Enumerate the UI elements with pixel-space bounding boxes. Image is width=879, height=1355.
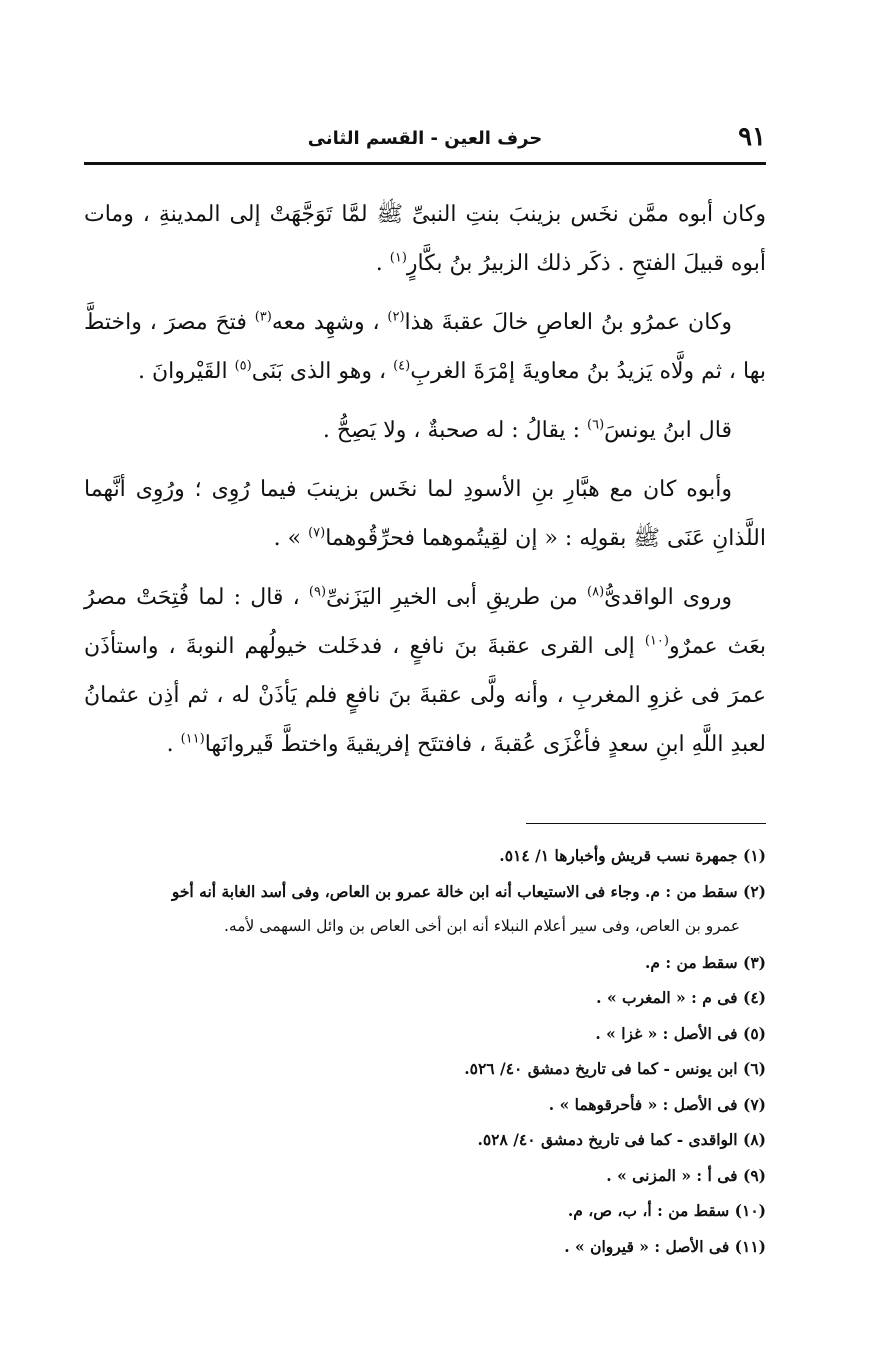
footnote-number: (٤) xyxy=(742,988,766,1007)
footnote-text: فى أ : « المزنى » . xyxy=(606,1165,738,1185)
footnote-number: (١) xyxy=(742,846,766,865)
footnote-ref[interactable]: (٦) xyxy=(587,417,605,433)
footnote-item xyxy=(84,1158,766,1194)
footnote-item xyxy=(84,874,766,910)
paragraph-text: ، قال : لما فُتِحَتْ مصرُ بعَث عمرٌو xyxy=(84,585,766,659)
footnote-number: (٢) xyxy=(742,881,766,901)
paragraph-text: وكان أبوه ممَّن نخَس بزينبَ بنتِ النبىِّ ﷺ لمَّا تَوَجَّهَتْ إلى المدينةِ ، ومات أبوه قبيلَ الفتحِ . ذكَر ذلك الزبيرُ بنُ بكَّارٍ xyxy=(84,202,766,276)
footnote-ref[interactable]: (١١) xyxy=(180,731,205,747)
paragraph xyxy=(84,573,766,769)
footnote-number: (٧) xyxy=(742,1094,766,1114)
paragraph-text: القَيْروانَ . xyxy=(138,359,235,384)
footnote-ref[interactable]: (٢) xyxy=(387,309,405,325)
footnote-rule xyxy=(526,823,766,824)
paragraph-text: : يقالُ : له صحبةٌ ، ولا يَصِحُّ . xyxy=(322,418,588,443)
page-number: ٩١ xyxy=(738,122,766,152)
paragraph-text: وكان عمرُو بنُ العاصِ خالَ عقبةَ هذا xyxy=(404,310,732,335)
footnote-text: فى م : « المغرب » . xyxy=(596,988,738,1007)
footnote-number: (١٠) xyxy=(734,1201,766,1220)
footnote-ref[interactable]: (٨) xyxy=(587,584,605,600)
paragraph-text: قال ابنُ يونسَ xyxy=(604,418,732,443)
footnote-text: فى الأصل : « فأحرقوهما » . xyxy=(548,1094,738,1114)
footnote-number: (٥) xyxy=(742,1023,766,1043)
footnote-ref[interactable]: (٣) xyxy=(254,309,272,325)
running-head xyxy=(84,118,766,158)
footnote-ref[interactable]: (٥) xyxy=(234,358,252,374)
footnote-ref[interactable]: (٩) xyxy=(308,584,327,600)
footnote-continuation: عمرو بن العاص، وفى سير أعلام النبلاء أنه ابن أخى العاص بن وائل السهمى لأمه. xyxy=(223,917,740,935)
footnote-number: (١١) xyxy=(734,1236,766,1256)
footnote-text: سقط من : م. وجاء فى الاستيعاب أنه ابن خالة عمرو بن العاص، وفى أسد الغابة أنه أخو xyxy=(171,881,738,901)
footnote-ref[interactable]: (٤) xyxy=(393,358,411,374)
footnote-number: (٦) xyxy=(742,1059,766,1078)
paragraph-text: ، وهو الذى بَنَى xyxy=(251,359,394,384)
paragraph-text: . xyxy=(166,732,181,757)
footnote-text: سقط من : م. xyxy=(645,952,738,972)
footnote-text: ابن يونس - كما فى تاريخ دمشق ٤٠/ ٥٢٦. xyxy=(464,1059,738,1078)
paragraph xyxy=(84,465,766,563)
footnote-number: (٩) xyxy=(742,1165,766,1185)
paragraph-text: » . xyxy=(273,526,309,551)
footnote-number: (٣) xyxy=(742,952,766,972)
footnote-text: فى الأصل : « غزا » . xyxy=(595,1023,738,1043)
footnote-text: فى الأصل : « قيروان » . xyxy=(564,1236,730,1256)
running-title: حرف العين - القسم الثانى xyxy=(307,128,543,149)
paragraph xyxy=(84,190,766,288)
footnote-ref[interactable]: (١) xyxy=(389,250,407,266)
footnote-text: الواقدى - كما فى تاريخ دمشق ٤٠/ ٥٢٨. xyxy=(477,1130,738,1149)
paragraph-text: . xyxy=(375,251,390,276)
paragraph-text: وروى الواقدىُّ xyxy=(604,585,732,610)
paragraph-text: فتحَ مصرَ ، واختطَّ بها ، ثم ولَّاه يَزيدُ بنُ معاويةَ إمْرَةَ الغربِ xyxy=(84,310,766,384)
footnote-text: سقط من : أ، ب، ص، م. xyxy=(567,1201,730,1220)
main-text xyxy=(84,190,766,779)
footnote-number: (٨) xyxy=(742,1130,766,1149)
header-rule xyxy=(84,162,766,165)
paragraph-text: ، وشهِد معه xyxy=(271,310,380,335)
footnote-item xyxy=(84,1229,766,1265)
paragraph xyxy=(84,298,766,396)
paragraph-text: إلى القرى عقبةَ بنَ نافعٍ ، فدخَلت خيولُهم النوبةَ ، واستأذَن عمرَ فى غزوِ المغربِ ، وأنه ولَّى عقبةَ بنَ نافعٍ فلم يَأذَنْ له ، ثم أذِن عثمانُ لعبدِ اللَّهِ ابنِ سعدٍ فأغْزَى عُقبةَ ، فافتتَح إفريقيةَ واختطَّ قَيروانَها xyxy=(84,634,766,757)
footnote-item xyxy=(84,1193,766,1229)
footnote-item xyxy=(84,1122,766,1158)
footnote-text: جمهرة نسب قريش وأخبارها ١/ ٥١٤. xyxy=(499,846,738,865)
footnote-item xyxy=(84,1051,766,1087)
footnote-item xyxy=(84,1087,766,1123)
footnote-item xyxy=(84,838,766,874)
footnotes xyxy=(84,838,766,1264)
footnote-item xyxy=(84,945,766,981)
footnote-item xyxy=(84,980,766,1016)
footnote-item xyxy=(84,1016,766,1052)
paragraph xyxy=(84,406,766,455)
footnote-ref[interactable]: (٧) xyxy=(308,525,326,541)
footnote-ref[interactable]: (١٠) xyxy=(644,633,669,649)
paragraph-text: من طريقِ أبى الخيرِ اليَزَنىِّ xyxy=(326,585,587,610)
paragraph-text: وأبوه كان مع هبَّارِ بنِ الأسودِ لما نخَس بزينبَ فيما رُوِى ؛ ورُوِى أنَّهما اللَّذانِ عَنَى ﷺ بقولِه : « إن لقِيتُموهما فحرِّقُوهما xyxy=(84,477,766,551)
